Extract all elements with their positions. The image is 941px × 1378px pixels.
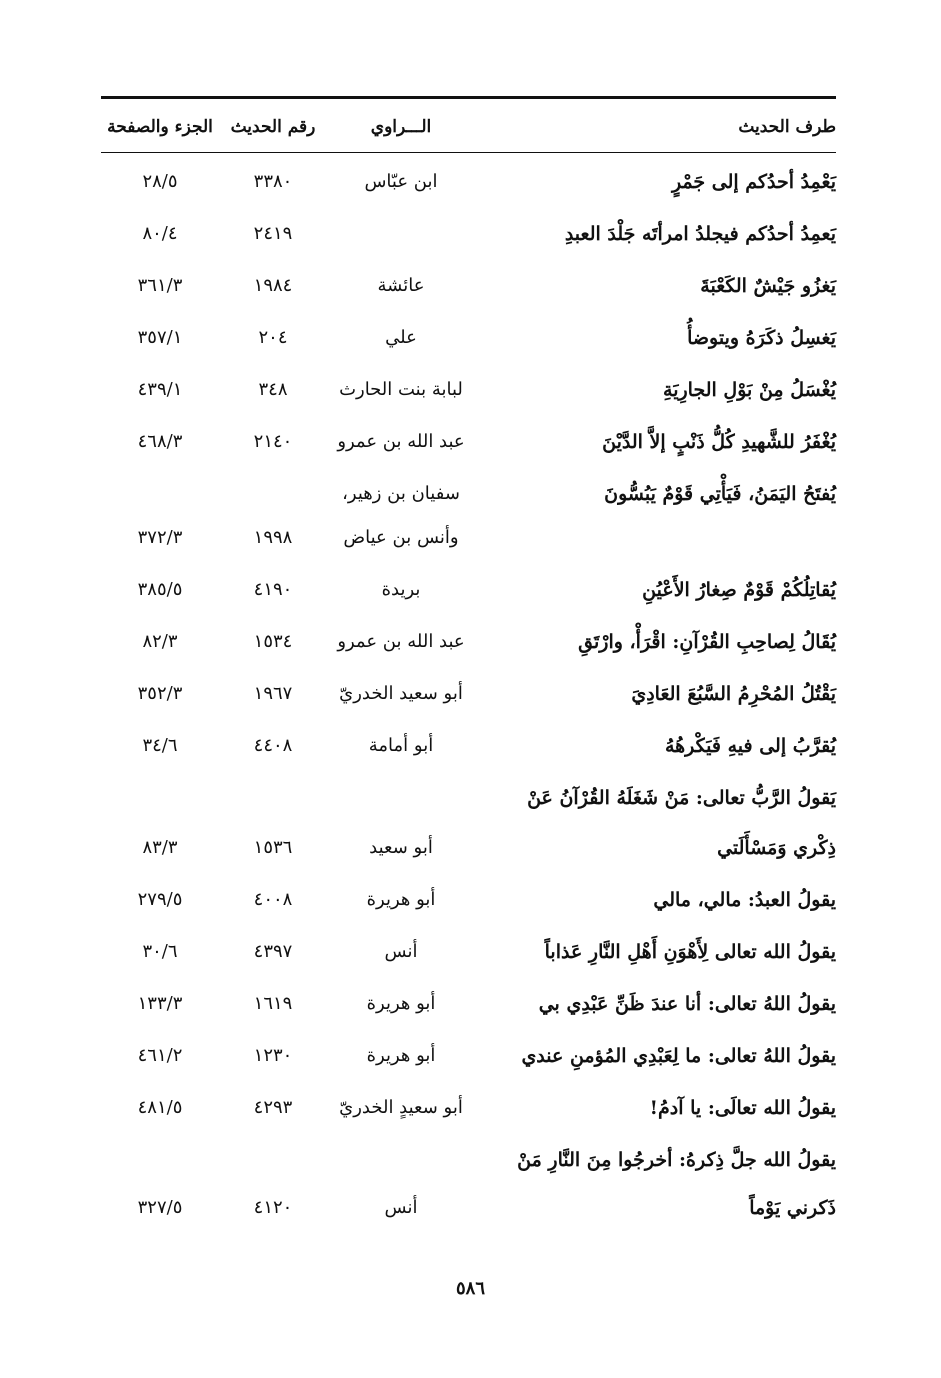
cell-tarf: يقولُ اللهُ تعالى: ما لِعَبْدِي المُؤمنِ عندي <box>521 1045 836 1067</box>
cell-rawi: بريدة <box>381 579 421 600</box>
cell-number: ٣٤٨ <box>258 379 288 400</box>
cell-tarf: يقولُ الله تعالَى: يا آدمُ! <box>649 1097 836 1119</box>
cell-page: ٤٨١/٥ <box>137 1097 183 1118</box>
cell-page: ٣٤/٦ <box>142 735 178 756</box>
header-rule <box>101 152 836 153</box>
cell-rawi: ابن عبّاس <box>364 171 438 192</box>
cell-tarf: يُغْسَلُ مِنْ بَوْلِ الجارِيَةِ <box>663 379 836 401</box>
top-rule <box>101 96 836 99</box>
cell-number: ٢١٤٠ <box>253 431 293 452</box>
cell-number: ٤٤٠٨ <box>253 735 293 756</box>
cell-page: ٣٠/٦ <box>142 941 178 962</box>
cell-tarf: يقولُ العبدُ: مالي، مالي <box>653 889 836 911</box>
cell-page <box>101 470 219 518</box>
table-row <box>101 670 836 718</box>
table-row <box>101 722 836 770</box>
cell-rawi: أبو سعيد الخدريّ <box>339 683 463 704</box>
table-row <box>101 418 836 466</box>
cell-page: ٢٨/٥ <box>142 171 178 192</box>
cell-rawi: عبد الله بن عمرو <box>337 431 465 452</box>
cell-number: ١٦١٩ <box>253 993 293 1014</box>
cell-rawi: علي <box>385 327 417 348</box>
table-row <box>101 1184 836 1232</box>
cell-rawi: أنس <box>384 1197 418 1218</box>
cell-number: ٤٢٩٣ <box>253 1097 293 1118</box>
cell-page: ١٣٣/٣ <box>137 993 183 1014</box>
cell-rawi: أبو هريرة <box>366 993 436 1014</box>
cell-number: ١٩٩٨ <box>253 527 293 548</box>
cell-page: ٣٥٧/١ <box>137 327 183 348</box>
cell-number: ٤٠٠٨ <box>253 889 293 910</box>
cell-tarf: يَعْمِدُ أحدُكم إلى جَمْرٍ <box>671 171 836 193</box>
cell-number <box>225 1136 321 1184</box>
cell-page: ٣٧٢/٣ <box>137 527 183 548</box>
table-row <box>101 158 836 206</box>
cell-page <box>101 1136 219 1184</box>
table-row <box>101 314 836 362</box>
table-row <box>101 262 836 310</box>
table-row <box>101 824 836 872</box>
cell-tarf: ذِكْري وَمَسْأَلَتي <box>717 837 836 859</box>
table-row <box>101 774 836 822</box>
cell-number: ١٥٣٤ <box>253 631 293 652</box>
cell-number <box>225 774 321 822</box>
cell-rawi: سفيان بن زهير، <box>342 483 460 504</box>
cell-page: ٤٦٨/٣ <box>137 431 183 452</box>
table-row <box>101 1032 836 1080</box>
cell-page: ٨٣/٣ <box>142 837 178 858</box>
cell-page: ٢٧٩/٥ <box>137 889 183 910</box>
cell-rawi: أبو سعيدٍ الخدريّ <box>339 1097 463 1118</box>
cell-rawi <box>333 774 469 822</box>
table-row <box>101 928 836 976</box>
cell-number: ٤١٩٠ <box>253 579 293 600</box>
cell-number <box>225 470 321 518</box>
cell-rawi: وأنس بن عياض <box>343 527 459 548</box>
cell-tarf: يُقَالُ لِصاحِبِ القُرْآنِ: اقْرَأْ، وارْتَقِ <box>578 631 836 653</box>
cell-number: ١٥٣٦ <box>253 837 293 858</box>
cell-tarf <box>496 514 836 562</box>
cell-page: ٣٨٥/٥ <box>137 579 183 600</box>
table-row <box>101 618 836 666</box>
cell-rawi: أبو هريرة <box>366 889 436 910</box>
cell-number: ٤١٢٠ <box>253 1197 293 1218</box>
cell-tarf: يَقْتُلُ المُحْرِمُ السَّبُعَ العَادِيَ <box>631 683 836 705</box>
cell-tarf: يُفتَحُ اليَمَنُ، فَيَأْتِي قَوْمٌ يَبُسُّونَ <box>604 483 836 505</box>
cell-tarf: يَغزُو جَيْشٌ الكَعْبَةَ <box>700 275 836 297</box>
cell-tarf: يَعمِدُ أحدُكم فيجلدُ امرأتَه جَلْدَ العبدِ <box>564 223 836 245</box>
cell-page <box>101 774 219 822</box>
cell-tarf: يُغْفَرُ للشَّهيدِ كُلُّ ذَنْبٍ إلاَّ الدَّيْنَ <box>602 431 836 453</box>
cell-tarf: يَقولُ الرَّبُّ تعالى: مَنْ شَغَلَهُ القُرْآنُ عَنْ <box>527 787 836 809</box>
cell-number: ١٢٣٠ <box>253 1045 293 1066</box>
cell-page: ٣٥٢/٣ <box>137 683 183 704</box>
cell-rawi <box>333 210 469 258</box>
cell-rawi: لبابة بنت الحارث <box>339 379 463 400</box>
cell-page: ٨٠/٤ <box>142 223 178 244</box>
cell-rawi: عبد الله بن عمرو <box>337 631 465 652</box>
table-row <box>101 1084 836 1132</box>
cell-tarf: يقولُ الله تعالى لِأَهْوَنِ أَهْلِ النَّارِ عَذاباً <box>544 941 836 963</box>
cell-number: ٤٣٩٧ <box>253 941 293 962</box>
cell-rawi: أبو أمامة <box>368 735 434 756</box>
table-row <box>101 366 836 414</box>
cell-number: ٣٣٨٠ <box>253 171 293 192</box>
cell-number: ٢٠٤ <box>258 327 288 348</box>
cell-page: ٣٦١/٣ <box>137 275 183 296</box>
cell-tarf: يُقرَّبُ إلى فيهِ فَيَكْرهُهُ <box>664 735 836 757</box>
page-number: ٥٨٦ <box>455 1278 485 1299</box>
cell-number: ١٩٦٧ <box>253 683 293 704</box>
cell-page: ٣٢٧/٥ <box>137 1197 183 1218</box>
cell-rawi: عائشة <box>377 275 425 296</box>
header-tarf: طرف الحديث <box>738 117 836 137</box>
cell-page: ٤٦١/٢ <box>137 1045 183 1066</box>
header-volume-page: الجزء والصفحة <box>107 117 213 137</box>
table-row <box>101 470 836 518</box>
cell-tarf: يقولُ الله جلَّ ذِكرهُ: أخرجُوا مِنَ النَّارِ مَنْ <box>517 1149 836 1171</box>
cell-number: ١٩٨٤ <box>253 275 293 296</box>
header-number: رقم الحديث <box>230 117 316 137</box>
cell-page: ٨٢/٣ <box>142 631 178 652</box>
cell-tarf: ذَكرني يَوْماً <box>749 1197 836 1219</box>
cell-rawi: أنس <box>384 941 418 962</box>
cell-rawi: أبو هريرة <box>366 1045 436 1066</box>
cell-tarf: يقولُ اللهُ تعالى: أنا عندَ ظَنِّ عَبْدِي بي <box>538 993 836 1015</box>
table-row <box>101 980 836 1028</box>
cell-rawi: أبو سعيد <box>369 837 433 858</box>
cell-number: ٢٤١٩ <box>253 223 293 244</box>
table-row <box>101 876 836 924</box>
header-rawi: الـــراوي <box>370 117 432 137</box>
table-row <box>101 514 836 562</box>
table-row <box>101 1136 836 1184</box>
table-row <box>101 210 836 258</box>
table-row <box>101 566 836 614</box>
cell-tarf: يَغسِلُ ذكَرَهُ ويتوضأُ <box>687 327 836 349</box>
cell-tarf: يُقاتِلُكُمْ قَوْمٌ صِغارُ الأَعْيُنِ <box>642 579 836 601</box>
cell-rawi <box>333 1136 469 1184</box>
cell-page: ٤٣٩/١ <box>137 379 183 400</box>
